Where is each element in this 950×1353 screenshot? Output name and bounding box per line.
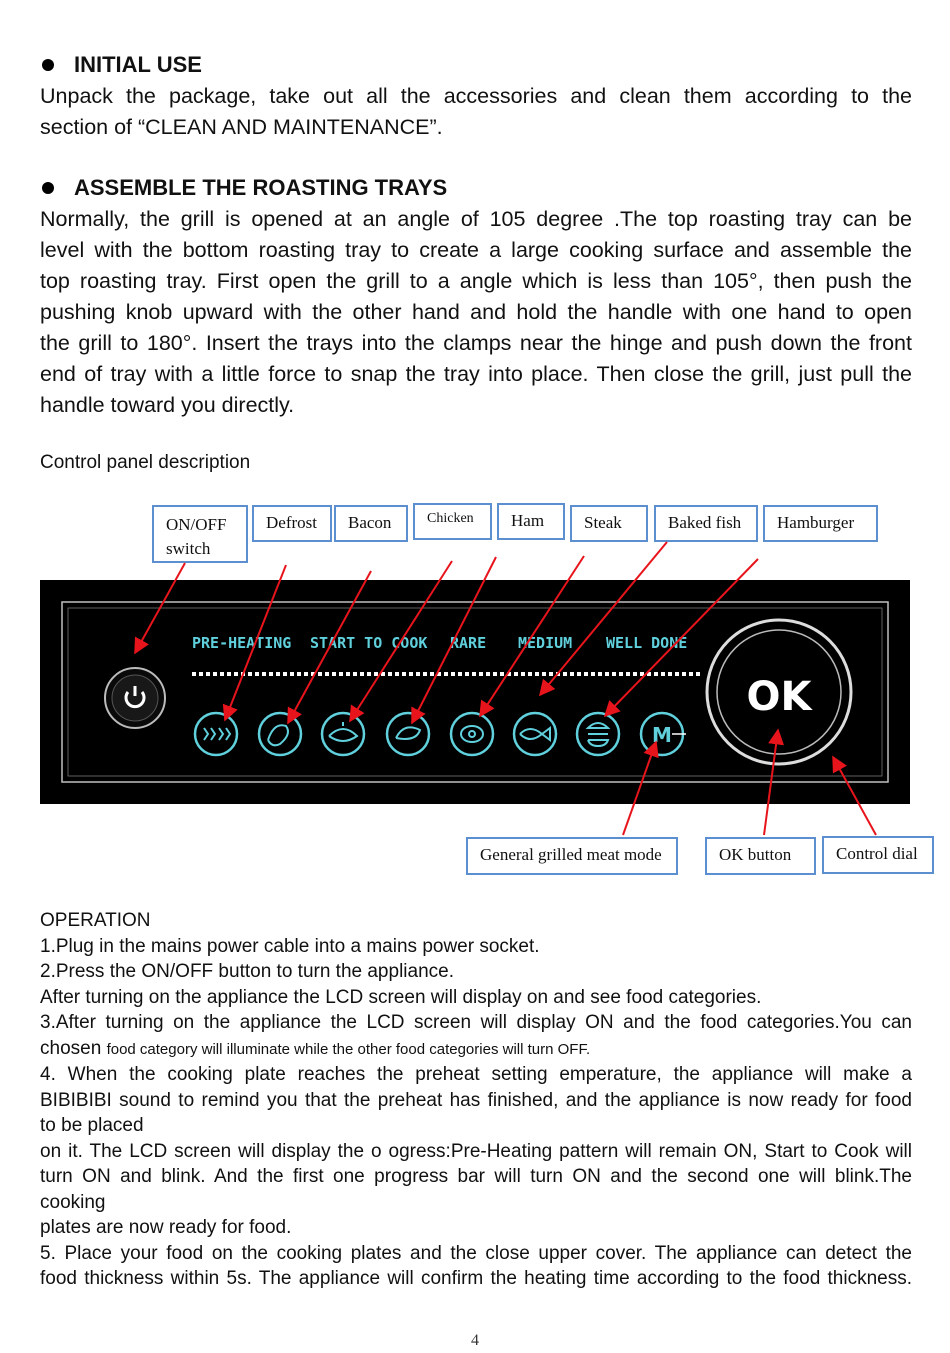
text-line: level with the bottom roasting tray to create a large cooking surface and assemble the: [40, 238, 912, 262]
text-line: the grill to 180°. Insert the trays into the clamps near the hinge and push down the front: [40, 331, 912, 355]
operation-line: on it. The LCD screen will display the o ogress:Pre-Heating pattern will remain ON, Start to Cook will: [40, 1140, 912, 1162]
text-line: end of tray with a little force to snap the tray into place. Then close the grill, just pull the: [40, 362, 912, 386]
page-number: 4: [471, 1332, 479, 1349]
arrow-steak: [480, 556, 584, 716]
text-line: pushing knob upward with the other hand and hold the handle with one hand to open: [40, 300, 912, 324]
ok-button[interactable]: OK: [746, 674, 812, 720]
text-line: Unpack the package, take out all the accessories and clean them according to the: [40, 84, 912, 108]
arrow-defrost: [225, 565, 286, 720]
heading-text: ASSEMBLE THE ROASTING TRAYS: [74, 175, 448, 200]
arrow-ok-button: [764, 730, 778, 835]
arrow-bacon: [288, 571, 371, 723]
label-hamburger: Hamburger: [763, 505, 878, 542]
arrow-onoff: [135, 563, 185, 653]
operation-line: After turning on the appliance the LCD screen will display on and see food categories.: [40, 986, 762, 1008]
text-line: Normally, the grill is opened at an angle of 105 degree .The top roasting tray can be: [40, 207, 912, 231]
operation-line: plates are now ready for food.: [40, 1217, 292, 1238]
arrow-ham: [412, 557, 496, 723]
operation-line-part: chosen: [40, 1037, 102, 1059]
label-steak: Steak: [570, 505, 648, 542]
stage-rare: RARE: [450, 634, 487, 652]
operation-line: 1.Plug in the mains power cable into a mains power socket.: [40, 935, 540, 957]
text-line: handle toward you directly.: [40, 393, 295, 417]
heading-text: INITIAL USE: [74, 52, 202, 77]
operation-line: 5. Place your food on the cooking plates and the close upper cover. The appliance can detect the: [40, 1242, 912, 1264]
label-general-grilled-meat-mode: General grilled meat mode: [466, 837, 678, 875]
operation-line: cooking: [40, 1191, 106, 1213]
operation-line-part-small: food category will illuminate while the other food categories will turn OFF.: [106, 1040, 591, 1058]
operation-title: OPERATION: [40, 910, 151, 931]
label-ham: Ham: [497, 503, 565, 540]
label-onoff-switch: ON/OFF switch: [152, 505, 248, 563]
diagram-caption: Control panel description: [40, 452, 251, 473]
label-defrost: Defrost: [252, 505, 332, 542]
m-mode-text: M: [652, 723, 672, 747]
operation-line: to be placed: [40, 1115, 144, 1136]
operation-line: 4. When the cooking plate reaches the preheat setting emperature, the appliance will make a: [40, 1064, 912, 1085]
operation-section: [40, 908, 912, 1292]
label-baked-fish: Baked fish: [654, 505, 758, 542]
arrow-hamburger: [605, 559, 758, 716]
label-bacon: Bacon: [334, 505, 408, 542]
label-ok-button: OK button: [705, 837, 816, 875]
stage-well-done: WELL DONE: [606, 634, 688, 652]
text-line: top roasting tray. First open the grill to a angle which is less than 105°, then push the: [40, 269, 912, 293]
stage-medium: MEDIUM: [518, 634, 573, 652]
arrow-control-dial: [833, 757, 876, 835]
operation-line: 2.Press the ON/OFF button to turn the appliance.: [40, 961, 454, 982]
stage-pre-heating: PRE-HEATING: [192, 634, 292, 652]
operation-line: turn ON and blink. And the first one progress bar will turn ON and the second one will blink.The: [40, 1166, 912, 1187]
operation-line: 3.After turning on the appliance the LCD screen will display ON and the food categories.You can: [40, 1012, 912, 1033]
arrow-chicken: [350, 561, 452, 721]
operation-line: BIBIBIBI sound to remind you that the preheat has finished, and the appliance is now ready for food: [40, 1089, 912, 1111]
operation-line: food thickness within 5s. The appliance will confirm the heating time according to the food thickness.: [40, 1268, 912, 1289]
text-line: section of “CLEAN AND MAINTENANCE”.: [40, 115, 443, 139]
operation-line-mixed: [40, 1036, 912, 1063]
label-control-dial: Control dial: [822, 836, 934, 874]
stage-start-to-cook: START TO COOK: [310, 634, 428, 652]
arrow-general-mode: [623, 742, 656, 835]
label-chicken: Chicken: [413, 503, 492, 540]
